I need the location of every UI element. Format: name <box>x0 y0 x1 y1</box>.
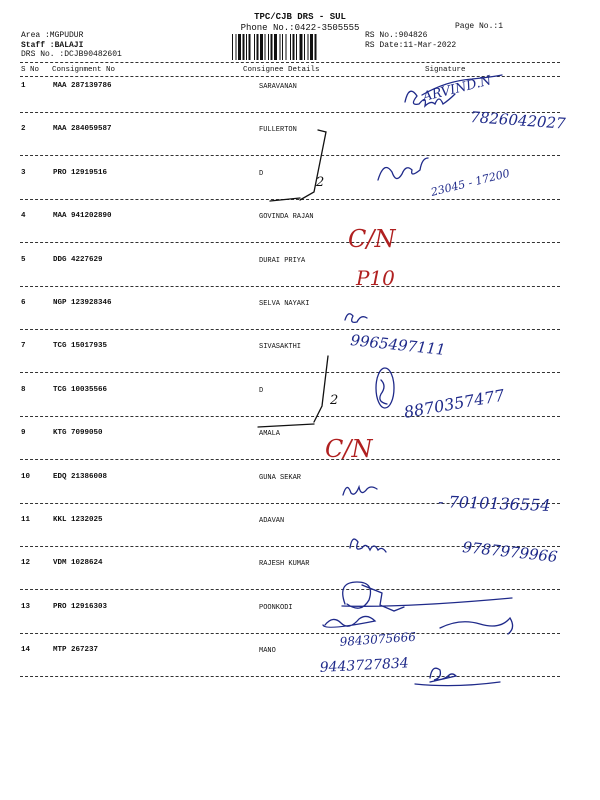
row-divider <box>20 633 560 634</box>
row-sno: 3 <box>21 169 26 177</box>
hw-row1-phone: 7826042027 <box>469 108 567 133</box>
header-left <box>21 31 122 60</box>
row-consignee: SIVASAKTHI <box>259 343 302 351</box>
row-consignee: GUNA SEKAR <box>259 474 302 482</box>
row-divider <box>20 372 560 373</box>
row-consignee: FULLERTON <box>259 126 297 134</box>
row-consignee: SARAVANAN <box>259 83 297 91</box>
hw-row8-note: 2 <box>330 393 339 408</box>
row-consignment-no: TCG 15017935 <box>53 342 108 350</box>
row-divider <box>20 589 560 590</box>
signature-row-1 <box>405 91 455 106</box>
row-consignment-no: MTP 267237 <box>53 646 99 654</box>
hw-row11-phone: 9787979966 <box>461 538 559 566</box>
row-sno: 10 <box>21 473 31 481</box>
signature-row-8 <box>376 368 394 408</box>
row-consignment-no: PRO 12919516 <box>53 169 108 177</box>
col-consignee: Consignee Details <box>243 66 320 74</box>
row-sno: 8 <box>21 386 26 394</box>
header-rule-top <box>20 62 560 63</box>
signature-row-13 <box>323 616 375 627</box>
row-consignee: D <box>259 170 264 178</box>
hw-row3-amount: 23045 - 17200 <box>429 166 512 199</box>
row-sno: 2 <box>21 125 26 133</box>
signature-row-12 <box>343 582 371 608</box>
row-consignment-no: KTG 7099050 <box>53 429 103 437</box>
row-sno: 9 <box>21 429 26 437</box>
rs-number: RS No.:904826 <box>365 31 428 40</box>
hw-row8-phone: 8870357477 <box>402 385 506 422</box>
row-divider <box>20 503 560 504</box>
col-signature: Signature <box>425 66 466 74</box>
area-label: Area :MGPUDUR <box>21 31 84 40</box>
row-sno: 6 <box>21 299 26 307</box>
row-divider <box>20 199 560 200</box>
row-sno: 1 <box>21 82 26 90</box>
row-consignee: MANO <box>259 647 276 655</box>
row-sno: 12 <box>21 559 31 567</box>
row-consignee: RAJESH KUMAR <box>259 560 310 568</box>
row-sno: 4 <box>21 212 26 220</box>
rs-date: RS Date:11-Mar-2022 <box>365 40 457 50</box>
header-rule-bottom <box>20 76 560 77</box>
row-consignee: AMALA <box>259 430 281 438</box>
row-sno: 5 <box>21 256 26 264</box>
col-consignment: Consignment No <box>52 66 116 74</box>
hw-row14-phone: 9443727834 <box>319 655 410 676</box>
row-divider <box>20 676 560 677</box>
row-sno: 7 <box>21 342 26 350</box>
row-divider <box>20 112 560 113</box>
row-consignment-no: EDQ 21386008 <box>53 473 108 481</box>
page-number: Page No.:1 <box>455 22 504 31</box>
hw-row3-note: 2 <box>316 175 325 190</box>
row-consignment-no: MAA 284059587 <box>53 125 112 133</box>
row-sno: 11 <box>21 516 31 524</box>
row-consignment-no: TCG 10035566 <box>53 386 108 394</box>
row-consignment-no: PRO 12916303 <box>53 603 108 611</box>
signature-row-10 <box>343 487 377 495</box>
row-consignee: ADAVAN <box>259 517 285 525</box>
hw-row4-mark: C/N <box>348 225 396 253</box>
row-consignment-no: DDG 4227629 <box>53 256 103 264</box>
row-divider <box>20 459 560 460</box>
row-consignee: DURAI PRIYA <box>259 257 306 265</box>
col-sno: S No <box>21 66 40 74</box>
row-divider <box>20 242 560 243</box>
phone-number: Phone No.:0422-3505555 <box>240 23 360 33</box>
row-consignment-no: MAA 941202890 <box>53 212 112 220</box>
row-consignee: D <box>259 387 264 395</box>
row-consignment-no: KKL 1232025 <box>53 516 103 524</box>
hw-row13-phone: 9843075666 <box>339 629 417 649</box>
hw-row6-phone: 9965497111 <box>349 331 447 359</box>
staff-label: Staff :BALAJI <box>21 40 84 50</box>
signature-row-1-bracket <box>422 75 502 95</box>
signature-row-3 <box>378 158 428 180</box>
drs-number: DRS No. :DCJB90482601 <box>21 50 122 59</box>
row-divider <box>20 155 560 156</box>
row-divider <box>20 286 560 287</box>
row-consignment-no: VDM 1028624 <box>53 559 103 567</box>
hw-row5-mark: P10 <box>356 266 395 290</box>
signature-row-6 <box>345 314 367 323</box>
sheet-title: TPC/CJB DRS - SUL <box>254 12 346 22</box>
row-divider <box>20 329 560 330</box>
row-consignment-no: NGP 123928346 <box>53 299 112 307</box>
row-sno: 13 <box>21 603 31 611</box>
header-center <box>230 12 370 34</box>
row-divider <box>20 416 560 417</box>
brace-rows-7-8 <box>314 356 328 422</box>
row-consignee: GOVINDA RAJAN <box>259 213 314 221</box>
row-sno: 14 <box>21 646 31 654</box>
header-right <box>365 31 456 50</box>
barcode-image <box>232 34 357 60</box>
row-consignee: POONKODI <box>259 604 293 612</box>
hw-row9-mark: C/N <box>325 435 373 463</box>
row-divider <box>20 546 560 547</box>
row-consignment-no: MAA 287139786 <box>53 82 112 90</box>
hw-row1-name: ARVIND.N <box>421 73 493 105</box>
brace-rows-2-3 <box>300 130 326 200</box>
row-consignee: SELVA NAYAKI <box>259 300 310 308</box>
brace-rows-7-8-arm <box>258 424 314 427</box>
hw-row10-phone: - 7010136554 <box>437 492 551 515</box>
